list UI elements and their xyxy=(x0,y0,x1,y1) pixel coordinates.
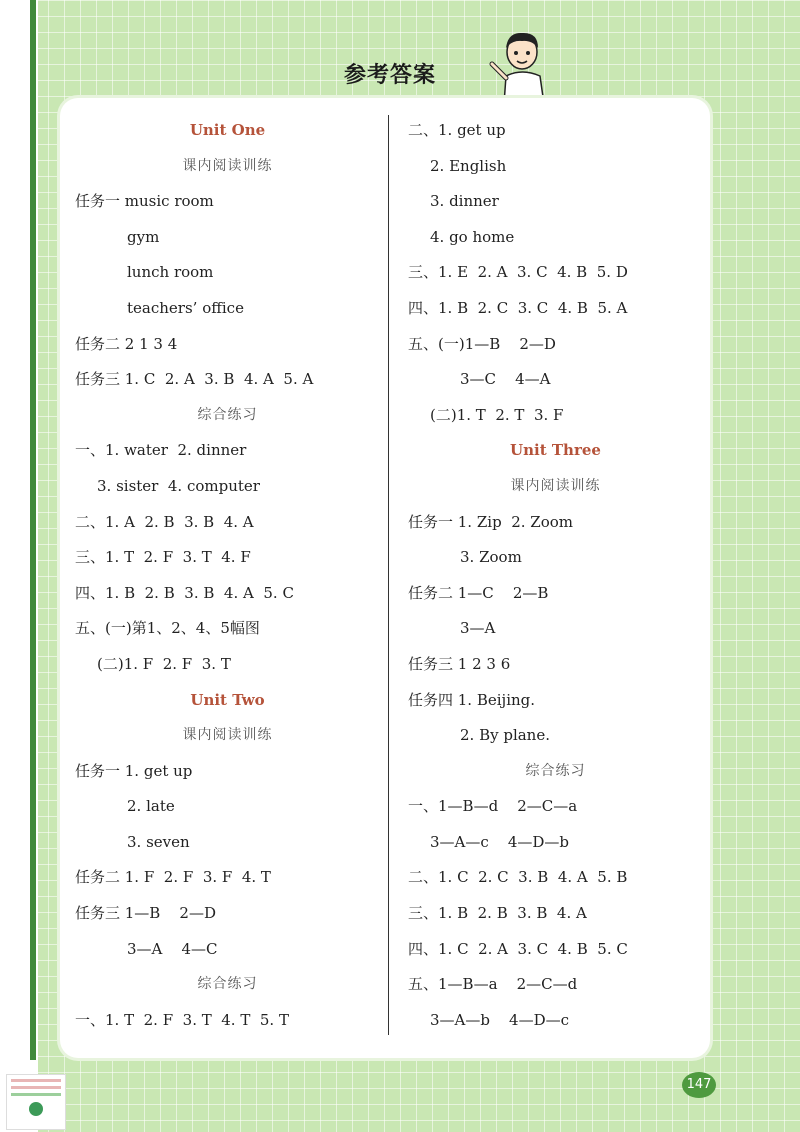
answer-line: 3—A xyxy=(460,619,496,638)
unit-heading: Unit Two xyxy=(190,690,265,709)
green-binding-edge xyxy=(30,0,36,1060)
answer-line: 3—A—c 4—D—b xyxy=(430,832,570,851)
boy-mascot-icon xyxy=(486,28,558,104)
left-page-edge xyxy=(0,0,38,1132)
page-title: 参考答案 xyxy=(343,63,436,88)
answer-line: 3—A—b 4—D—c xyxy=(430,1010,570,1029)
answer-line: 四、1. C 2. A 3. C 4. B 5. C xyxy=(408,939,628,958)
answer-line: 一、1. T 2. F 3. T 4. T 5. T xyxy=(75,1010,289,1029)
section-heading: 综合练习 xyxy=(197,406,258,423)
answer-line: teachers’ office xyxy=(127,298,244,317)
answer-line: 五、(一)1—B 2—D xyxy=(408,334,556,353)
publisher-stamp xyxy=(6,1074,66,1130)
answer-line: 二、1. C 2. C 3. B 4. A 5. B xyxy=(408,868,628,887)
answer-line: 任务二 1—C 2—B xyxy=(408,583,549,602)
answer-line: 任务二 1. F 2. F 3. F 4. T xyxy=(75,868,271,887)
section-heading: 课内阅读训练 xyxy=(182,157,273,174)
page-number: 147 xyxy=(682,1072,716,1098)
answer-line: (二)1. F 2. F 3. T xyxy=(97,654,231,673)
answer-line: 任务三 1. C 2. A 3. B 4. A 5. A xyxy=(75,370,314,389)
globe-logo-icon xyxy=(29,1102,43,1116)
answer-line: 3—A 4—C xyxy=(127,939,218,958)
answer-line: 任务二 2 1 3 4 xyxy=(75,334,178,353)
answer-line: 五、(一)第1、2、4、5幅图 xyxy=(75,619,260,638)
answer-line: 二、1. get up xyxy=(408,121,506,139)
answer-line: 四、1. B 2. C 3. C 4. B 5. A xyxy=(408,298,628,317)
answer-line: 二、1. A 2. B 3. B 4. A xyxy=(75,512,254,531)
section-heading: 课内阅读训练 xyxy=(510,477,601,494)
answer-line: 4. go home xyxy=(430,227,515,246)
answer-line: 3. sister 4. computer xyxy=(97,476,260,495)
answer-line: 3—C 4—A xyxy=(460,370,551,389)
answer-line: (二)1. T 2. T 3. F xyxy=(430,405,564,424)
answer-line: 一、1. water 2. dinner xyxy=(75,441,247,460)
answer-line: 任务一 1. get up xyxy=(75,761,193,780)
answer-line: 任务三 1 2 3 6 xyxy=(408,654,511,673)
unit-heading: Unit Three xyxy=(510,441,601,460)
section-heading: 综合练习 xyxy=(525,762,586,779)
right-answer-column xyxy=(408,116,703,1041)
answer-line: 三、1. E 2. A 3. C 4. B 5. D xyxy=(408,263,628,282)
answer-line: lunch room xyxy=(127,263,214,282)
section-heading: 综合练习 xyxy=(197,976,258,993)
section-heading: 课内阅读训练 xyxy=(182,727,273,744)
answer-line: 三、1. T 2. F 3. T 4. F xyxy=(75,548,251,567)
unit-heading: Unit One xyxy=(189,121,266,139)
answer-line: 任务一 music room xyxy=(75,192,214,211)
answer-line: 三、1. B 2. B 3. B 4. A xyxy=(408,904,587,923)
answer-line: 2. late xyxy=(127,797,175,816)
answer-line: 任务一 1. Zip 2. Zoom xyxy=(408,512,573,531)
answer-line: 2. By plane. xyxy=(460,726,550,745)
answer-line: 任务三 1—B 2—D xyxy=(75,904,216,923)
answer-line: 3. seven xyxy=(127,832,190,851)
answer-line: 五、1—B—a 2—C—d xyxy=(408,975,578,994)
answer-line: 3. dinner xyxy=(430,192,499,211)
column-divider xyxy=(388,115,389,1035)
answer-line: 3. Zoom xyxy=(460,548,522,567)
answer-line: 2. English xyxy=(430,156,507,175)
answer-line: gym xyxy=(127,227,160,246)
answer-line: 四、1. B 2. B 3. B 4. A 5. C xyxy=(75,583,294,602)
answer-line: 一、1—B—d 2—C—a xyxy=(408,797,578,816)
answer-line: 任务四 1. Beijing. xyxy=(408,690,536,709)
left-answer-column xyxy=(75,116,380,1041)
